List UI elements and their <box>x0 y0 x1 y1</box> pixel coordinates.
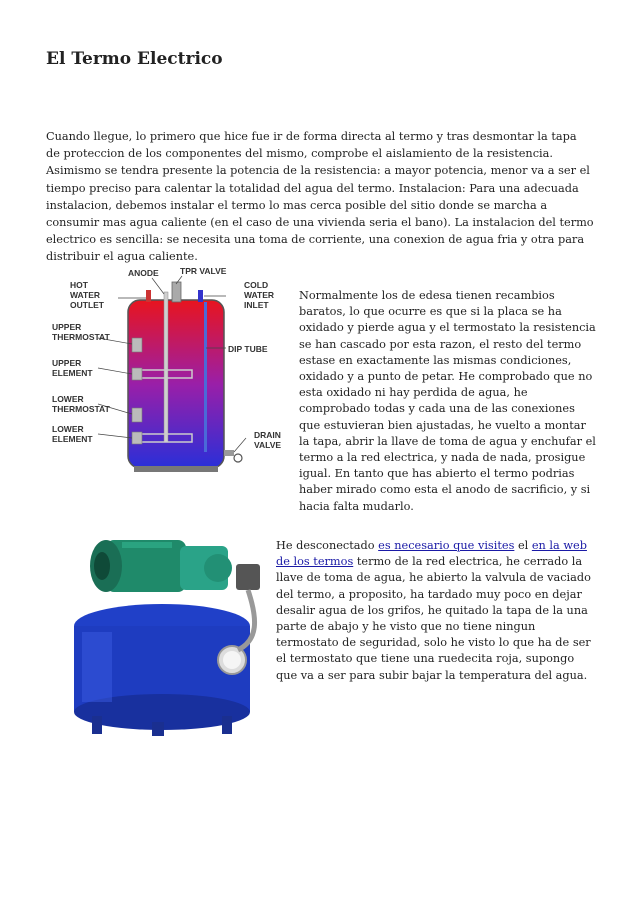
label-upper-thermostat-2: THERMOSTAT <box>52 332 110 342</box>
hot-outlet-pipe <box>146 290 151 302</box>
label-lower-thermostat-1: LOWER <box>52 394 84 404</box>
lower-thermostat <box>132 408 142 422</box>
label-lower-thermostat-2: THERMOSTAT <box>52 404 110 414</box>
water-heater-diagram <box>48 262 298 482</box>
intro-paragraph: Cuando llegue, lo primero que hice fue ir de forma directa al termo y tras desmontar la tapa de proteccion de los componentes del mismo, comprobe el aislamiento de la resistencia. Asimismo se tendra presente la potencia de la resistencia: a mayor potencia, menor va a ser el tiempo preciso para calentar la totalidad del agua del termo. Instalacion: Para una adecuada instalacion, debemos instalar el termo lo mas cerca posible del sitio donde se marcha a consumir mas agua caliente (en el caso de una vivienda seria el bano). La instalacion del termo electrico es sencilla: se necesita una toma de corriente, una conexion de agua fria y otra para distribuir el agua caliente. <box>46 130 594 264</box>
tank-foot-right <box>222 716 232 734</box>
paragraph-edesa: Normalmente los de edesa tienen recambios baratos, lo que ocurre es que si la placa se ha oxidado y pierde agua y el termostato la resistencia se han cascado por esta razon, el resto del termo estase en exactamente las mismas condiciones, oxidado y a punto de petar. He comprobado que no esta oxidado ni hay perdida de agua, he comprobado todas y cada una de las conexiones que estuvieran bien ajustadas, he vuelto a montar la tapa, abrir la llave de toma de agua y enchufar el termo a la red electrica, y nada de nada, prosigue igual. En tanto que has abierto el termo podrias haber mirado como esta el anodo de sacrificio, y si hacia falta mudarlo. <box>299 289 596 513</box>
upper-thermostat <box>132 338 142 352</box>
page-title: El Termo Electrico <box>46 49 223 69</box>
link-es-necesario[interactable]: es necesario que visites <box>378 539 515 552</box>
paragraph-desconectado <box>276 538 594 684</box>
drain-valve-icon <box>224 450 242 462</box>
label-upper-element-2: ELEMENT <box>52 368 93 378</box>
label-cold-1: COLD <box>244 280 269 290</box>
label-drain-1: DRAIN <box>254 430 281 440</box>
label-cold-3: INLET <box>244 300 269 310</box>
tpr-valve <box>172 282 181 302</box>
tank-base <box>134 466 218 472</box>
label-lower-element-1: LOWER <box>52 424 84 434</box>
label-cold-2: WATER <box>244 290 275 300</box>
tank-body <box>128 300 224 468</box>
label-drain-2: VALVE <box>254 440 282 450</box>
label-hot-2: WATER <box>70 290 101 300</box>
link-web-termos[interactable]: en la web de los termos <box>276 539 587 569</box>
pressure-pump-image <box>62 520 267 742</box>
label-lower-element-2: ELEMENT <box>52 434 93 444</box>
anode-rod <box>164 292 168 442</box>
label-dip-tube: DIP TUBE <box>228 344 268 354</box>
dip-tube <box>204 302 207 452</box>
pressure-switch <box>236 564 260 590</box>
tank-foot-left <box>92 716 102 734</box>
label-tpr: TPR VALVE <box>180 266 227 276</box>
paragraph3-text-middle: el <box>514 539 532 552</box>
paragraph3-text-before: He desconectado <box>276 539 379 552</box>
cold-inlet-pipe <box>198 290 203 302</box>
label-upper-element-1: UPPER <box>52 358 82 368</box>
label-hot-1: HOT <box>70 280 88 290</box>
label-hot-3: OUTLET <box>70 300 104 310</box>
paragraph3-text-after: termo de la red electrica, he cerrado la llave de toma de agua, he abierto la valvula de vaciado del termo, a proposito, ha tardado muy poco en dejar desalir agua de los grifos, he quitado la tapa de la una parte de abajo y he visto que no tiene ningun termostato de seguridad, solo he visto lo que ha de ser el termostato que tiene una ruedecita roja, supongo que va a ser para subir bajar la temperatura del agua. <box>276 555 591 682</box>
label-upper-thermostat-1: UPPER <box>52 322 82 332</box>
label-anode: ANODE <box>128 268 159 278</box>
